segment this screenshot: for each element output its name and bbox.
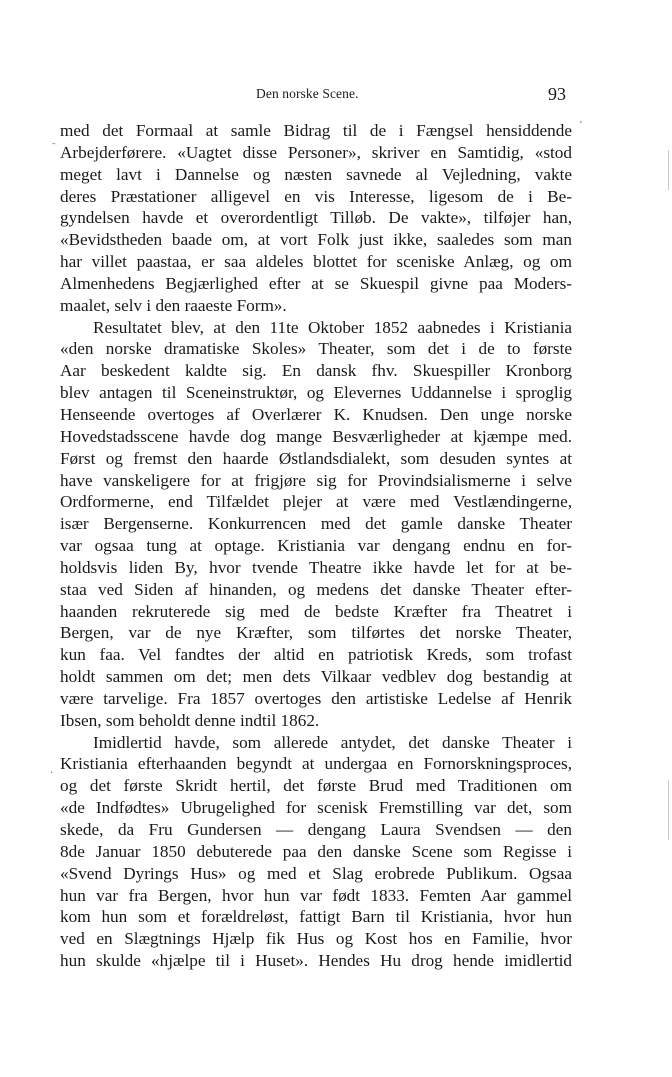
running-title: Den norske Scene.: [256, 86, 359, 101]
text-line: «Bevidstheden baade om, at vort Folk just ikke, saaledes som man: [60, 230, 572, 250]
text-line: «den norske dramatiske Skoles» Theater, som det i de to første: [60, 339, 572, 359]
text-line: Arbejderførere. «Uagtet disse Personer», skriver en Samtidig, «stod: [60, 142, 572, 162]
text-line: kun faa. Vel fandtes der altid en patriotisk Kreds, som trofast: [60, 645, 572, 665]
text-line: Almenhedens Begjærlighed efter at se Skuespil givne paa Moders-: [60, 273, 572, 293]
scan-speck: ˉ: [52, 142, 56, 153]
text-line: med det Formaal at samle Bidrag til de i Fængsel hensiddende: [60, 121, 572, 140]
body-text: [60, 120, 572, 972]
text-line: Kristiania efterhaanden begyndt at undergaa en Fornorskningsproces,: [60, 754, 572, 774]
text-line: Resultatet blev, at den 11te Oktober 1852 aabnedes i Kristiania: [93, 317, 572, 337]
text-line: især Bergenserne. Konkurrencen med det gamle danske Theater: [60, 514, 572, 534]
text-line: Imidlertid havde, som allerede antydet, det danske Theater i: [93, 732, 572, 752]
scan-speck: ': [580, 120, 582, 131]
text-line: gyndelsen havde et overordentligt Tilløb. De vakte», tilføjer han,: [60, 208, 572, 228]
page-number: 93: [548, 84, 566, 104]
text-line: har villet paastaa, er saa aldeles blottet for sceniske Anlæg, og om: [60, 252, 572, 272]
text-line: Aar beskedent kaldte sig. En dansk fhv. Skuespiller Kronborg: [60, 361, 572, 381]
text-line: være tarvelige. Fra 1857 overtoges den artistiske Ledelse af Henrik: [60, 688, 572, 708]
text-line: hun var fra Bergen, hvor hun var født 1833. Femten Aar gammel: [60, 885, 572, 905]
text-line: «Svend Dyrings Hus» og med et Slag erobrede Publikum. Ogsaa: [60, 863, 572, 883]
text-line: skede, da Fru Gundersen — dengang Laura Svendsen — den: [60, 820, 572, 839]
text-line: var ogsaa tung at optage. Kristiania var dengang endnu en for-: [60, 536, 572, 556]
scan-speck: ·: [50, 768, 54, 779]
text-line: ved en Slægtnings Hjælp fik Hus og Kost hos en Familie, hvor: [60, 929, 572, 949]
text-line: haanden rekruterede sig med de bedste Kræfter fra Theatret i: [60, 601, 572, 621]
text-line: og det første Skridt hertil, det første Brud med Traditionen om: [60, 776, 572, 796]
text-line: Ibsen, som beholdt denne indtil 1862.: [60, 710, 320, 730]
text-line: kom hun som et forældreløst, fattigt Barn til Kristiania, hvor hun: [60, 907, 572, 927]
text-line: Hovedstadsscene havde dog mange Besværligheder at kjæmpe med.: [60, 426, 572, 446]
text-line: 8de Januar 1850 debuterede paa den danske Scene som Regisse i: [60, 841, 572, 861]
text-line: deres Præstationer alligevel en vis Interesse, ligesom de i Be-: [60, 186, 572, 206]
page-edge-mark: [668, 150, 669, 190]
text-line: Først og fremst den haarde Østlandsdialekt, som desuden syntes at: [60, 448, 572, 468]
text-line: Henseende overtoges af Overlærer K. Knudsen. Den unge norske: [60, 404, 572, 424]
text-line: blev antagen til Sceneinstruktør, og Elevernes Uddannelse i sproglig: [60, 383, 572, 403]
text-line: holdt sammen om det; men dets Vilkaar vedblev dog bestandig at: [60, 667, 572, 687]
text-line: «de Indfødtes» Ubrugelighed for scenisk Fremstilling var det, som: [60, 798, 572, 818]
text-line: Ordformerne, end Tilfældet plejer at være med Vestlændingerne,: [60, 492, 572, 512]
text-line: maalet, selv i den raaeste Form».: [60, 295, 287, 315]
text-line: staa ved Siden af hinanden, og medens det danske Theater efter-: [60, 579, 572, 599]
page-edge-mark: [668, 780, 669, 840]
text-line: have vanskeligere for at frigjøre sig for Provindsialismerne i selve: [60, 470, 572, 490]
text-line: meget lavt i Dannelse og næsten savnede al Vejledning, vakte: [60, 164, 572, 184]
text-line: Bergen, var de nye Kræfter, som tilførtes det norske Theater,: [60, 623, 572, 643]
text-line: hun skulde «hjælpe til i Huset». Hendes Hu drog hende imidlertid: [60, 951, 572, 971]
text-line: holdsvis liden By, hvor tvende Theatre ikke havde let for at be-: [60, 557, 572, 577]
running-header: [0, 84, 672, 110]
